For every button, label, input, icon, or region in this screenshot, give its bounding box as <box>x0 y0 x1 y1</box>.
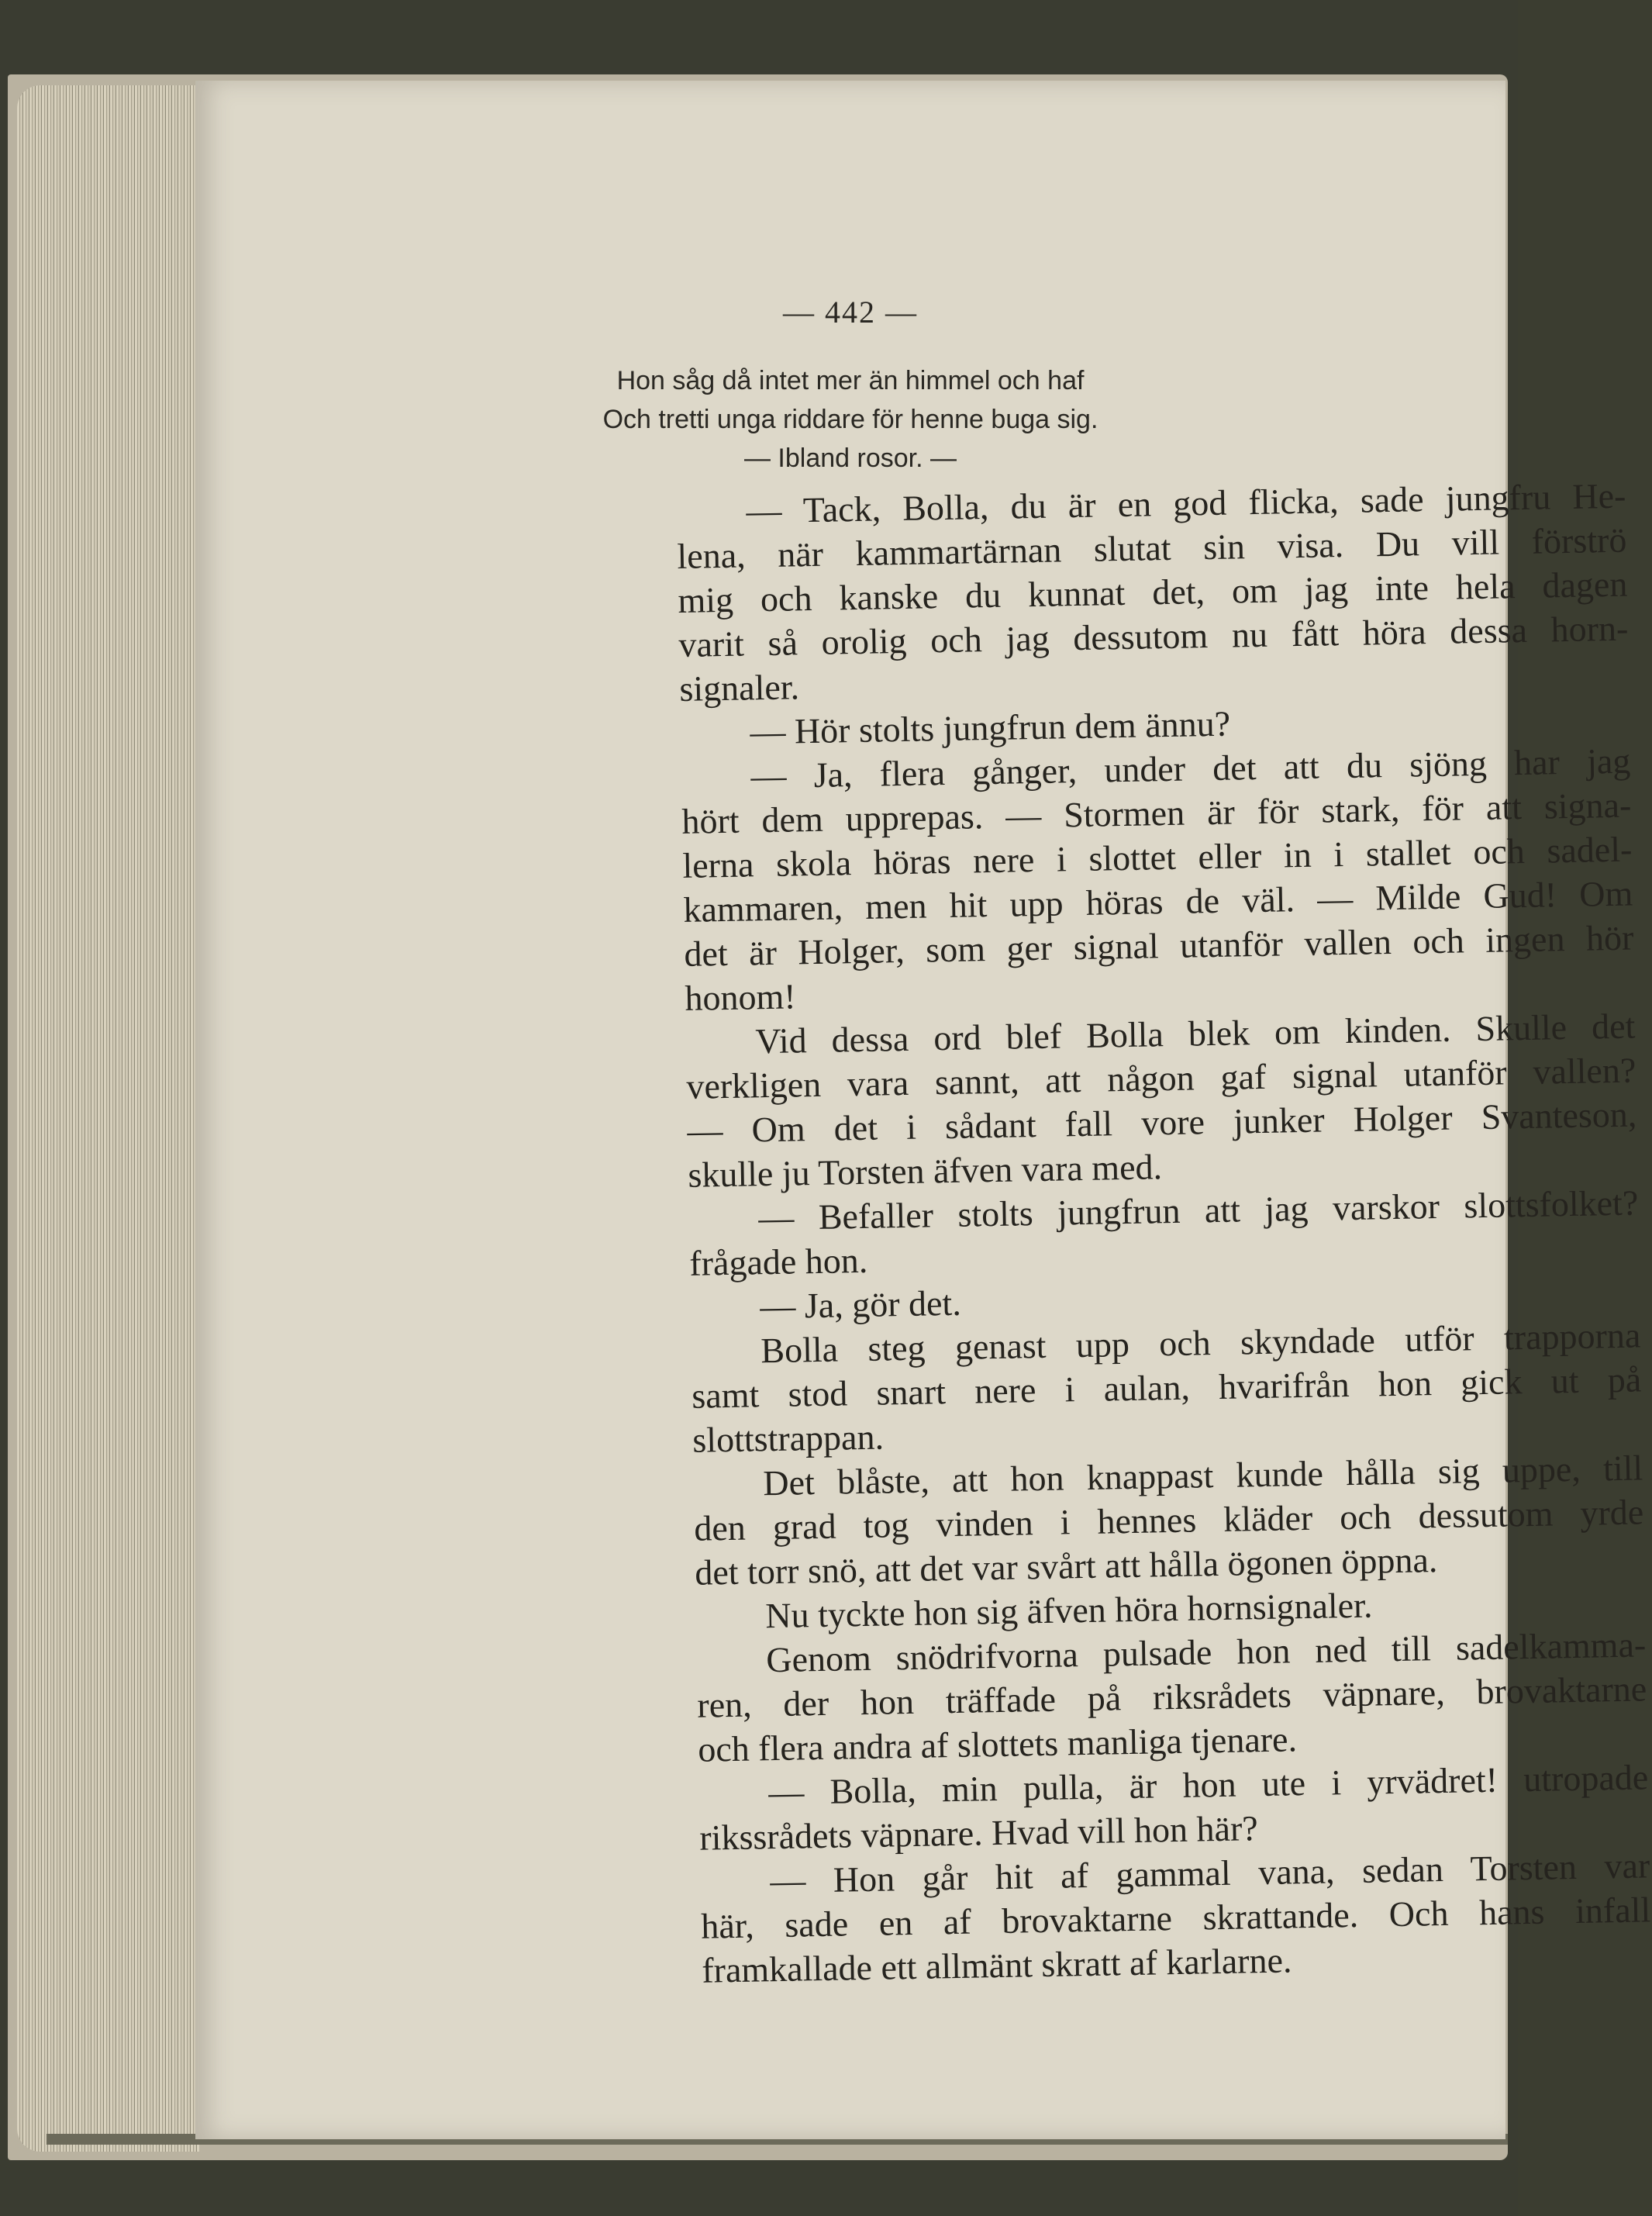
text-line: den grad tog vinden i hennes kläder och dessutom yrde <box>693 1492 1644 1548</box>
text-line: skulle ju Torsten äfven vara med. <box>687 1147 1163 1195</box>
text-line: Nu tyckte hon sig äfven höra hornsignaler. <box>764 1585 1373 1636</box>
text-line: mig och kanske du kunnat det, om jag inte hela dagen <box>678 564 1628 620</box>
text-line: varit så orolig och jag dessutom nu fått höra dessa horn- <box>678 608 1629 664</box>
text-line: signaler. <box>679 667 800 709</box>
book-page <box>195 81 1651 2139</box>
text-line: frågade hon. <box>688 1240 868 1283</box>
text-line: kammaren, men hit upp höras de väl. — Milde Gud! Om <box>683 873 1633 930</box>
text-line: — Tack, Bolla, du är en god flicka, sade jungfru He- <box>746 475 1626 531</box>
text-line: samt stod snart nere i aulan, hvarifrån hon gick ut på <box>691 1359 1642 1416</box>
text-line: lerna skola höras nere i slottet eller in i stallet och sadel- <box>682 829 1633 885</box>
page-edges <box>17 85 199 2152</box>
text-line: — Bolla, min pulla, är hon ute i yrvädret! utropade <box>767 1757 1649 1813</box>
text-line: hört dem upprepas. — Stormen är för stark, för att signa- <box>681 785 1632 841</box>
text-line: Bolla steg genast upp och skyndade utför trapporna <box>760 1315 1641 1371</box>
text-line: — Hon går hit af gammal vana, sedan Torsten var <box>769 1845 1650 1901</box>
text-line: det torr snö, att det var svårt att hålla ögonen öppna. <box>694 1540 1438 1593</box>
text-line: slottstrappan. <box>691 1417 885 1460</box>
text-line: och flera andra af slottets manliga tjenare. <box>697 1719 1298 1769</box>
text-line: ren, der hon träffade på riksrådets väpnare, brovaktarne <box>696 1669 1647 1725</box>
text-line: lena, när kammartärnan slutat sin visa. Du vill förströ <box>677 519 1627 576</box>
prose-text <box>676 474 1652 1993</box>
text-line: — Befaller stolts jungfrun att jag varskor slottsfolket? <box>757 1182 1639 1238</box>
text-line: Genom snödrifvorna pulsade hon ned till sadelkamma- <box>765 1624 1647 1680</box>
text-line: — Hör stolts jungfrun dem ännu? <box>750 703 1231 752</box>
text-line: det är Holger, som ger signal utanför vallen och ingen hör <box>684 917 1634 974</box>
text-line: Det blåste, att hon knappast kunde hålla sig uppe, till <box>762 1448 1643 1503</box>
text-line: rikssrådets väpnare. Hvad vill hon här? <box>698 1808 1259 1858</box>
text-line: — Ja, flera gånger, under det att du sjöng har jag <box>750 740 1631 796</box>
text-line: framkallade ett allmänt skratt af karlarne. <box>701 1940 1292 1990</box>
page-number: — 442 — <box>783 295 918 330</box>
text-line: — Om det i sådant fall vore junker Holger Svanteson, <box>686 1094 1637 1151</box>
poem-line: Och tretti unga riddare för henne buga sig. <box>602 405 1098 434</box>
text-line: verkligen vara sannt, att någon gaf signal utanför vallen? <box>685 1050 1636 1106</box>
poem-line: — Ibland rosor. — <box>743 444 957 473</box>
text-line: Vid dessa ord blef Bolla blek om kinden. Skulle det <box>754 1006 1636 1061</box>
text-line: — Ja, gör det. <box>759 1282 962 1327</box>
poem-line: Hon såg då intet mer än himmel och haf <box>616 366 1085 395</box>
text-line: här, sade en af brovaktarne skrattande. Och hans infall <box>700 1890 1651 1946</box>
text-line: honom! <box>684 976 796 1018</box>
poem-block <box>195 361 1505 478</box>
